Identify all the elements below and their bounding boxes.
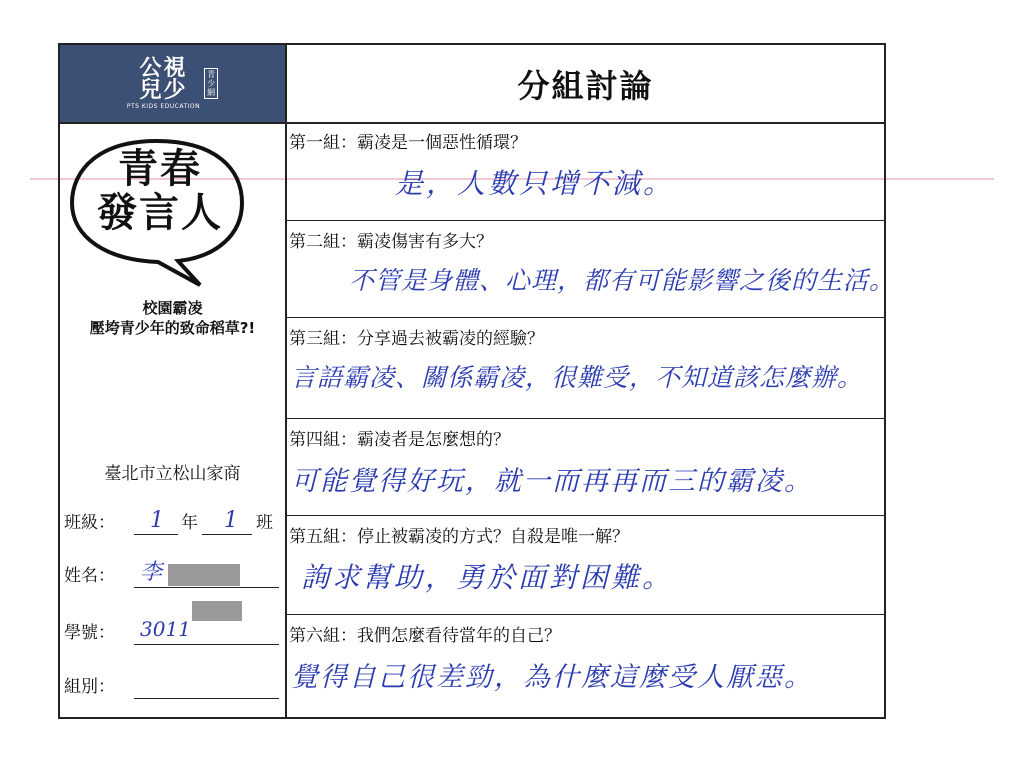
right-column	[287, 45, 896, 717]
logo-side-label: 青少網	[204, 68, 218, 99]
group-answer: 可能覺得好玩，就一而再再而三的霸凌。	[291, 466, 813, 497]
group-answer: 是，人數只增不減。	[395, 167, 675, 200]
page-title: 分組討論	[287, 45, 884, 124]
grade-label: 年	[181, 513, 198, 533]
redacted-id	[192, 601, 242, 621]
student-id-label: 學號：	[64, 623, 115, 643]
topic-title	[60, 298, 285, 338]
class-no-line	[202, 534, 252, 535]
class-no-value: 1	[224, 508, 238, 533]
name-value: 李	[140, 560, 163, 585]
group-question: 第六組：我們怎麼看待當年的自己？	[289, 626, 561, 646]
logo-line2: 兒少	[139, 77, 188, 103]
student-id-field	[64, 617, 282, 647]
group-answer: 詢求幫助，勇於面對困難。	[301, 561, 674, 594]
group-section-6	[287, 615, 884, 717]
group-field	[64, 671, 282, 701]
group-label: 組別：	[64, 677, 115, 697]
group-answer: 言語霸凌、關係霸凌，很難受，不知道該怎麼辦。	[291, 363, 864, 392]
class-field	[64, 507, 282, 537]
redacted-name	[168, 564, 240, 586]
topic-line1: 校園霸凌	[142, 299, 203, 317]
class-grade-value: 1	[150, 508, 164, 533]
class-label: 班級：	[64, 513, 115, 533]
group-section-5	[287, 516, 884, 615]
group-section-3	[287, 318, 884, 419]
name-field	[64, 560, 282, 590]
school-name: 臺北市立松山家商	[104, 464, 241, 484]
left-column	[60, 45, 287, 717]
group-question: 第二組：霸凌傷害有多大？	[289, 232, 493, 252]
group-section-2	[287, 221, 896, 318]
logo-subtitle: PTS KIDS EDUCATION	[126, 102, 201, 110]
student-id-line	[134, 644, 279, 645]
pts-logo	[60, 45, 285, 124]
group-question: 第五組：停止被霸凌的方式？自殺是唯一解？	[289, 527, 629, 547]
class-grade-line	[134, 534, 178, 535]
speech-bubble	[66, 135, 246, 290]
group-question: 第一組：霸凌是一個惡性循環？	[289, 133, 527, 153]
group-answer: 覺得自己很差勁，為什麼這麼受人厭惡。	[291, 662, 813, 693]
class-suffix: 班	[256, 513, 273, 533]
group-question: 第四組：霸凌者是怎麼想的？	[289, 430, 510, 450]
worksheet	[58, 43, 896, 719]
group-answer: 不管是身體、心理，都有可能影響之後的生活。	[349, 266, 896, 295]
topic-line2: 壓垮青少年的致命稻草?!	[89, 319, 256, 337]
name-line	[134, 587, 279, 588]
logo-line1: 公視	[139, 55, 188, 81]
student-id-value: 3011	[140, 617, 191, 641]
group-section-1	[287, 122, 884, 221]
group-section-4	[287, 419, 884, 516]
group-question: 第三組：分享過去被霸凌的經驗？	[289, 329, 544, 349]
program-title-line1: 青春	[118, 146, 202, 192]
group-line	[134, 698, 279, 699]
program-title-line2: 發言人	[97, 190, 223, 236]
name-label: 姓名：	[64, 566, 115, 586]
